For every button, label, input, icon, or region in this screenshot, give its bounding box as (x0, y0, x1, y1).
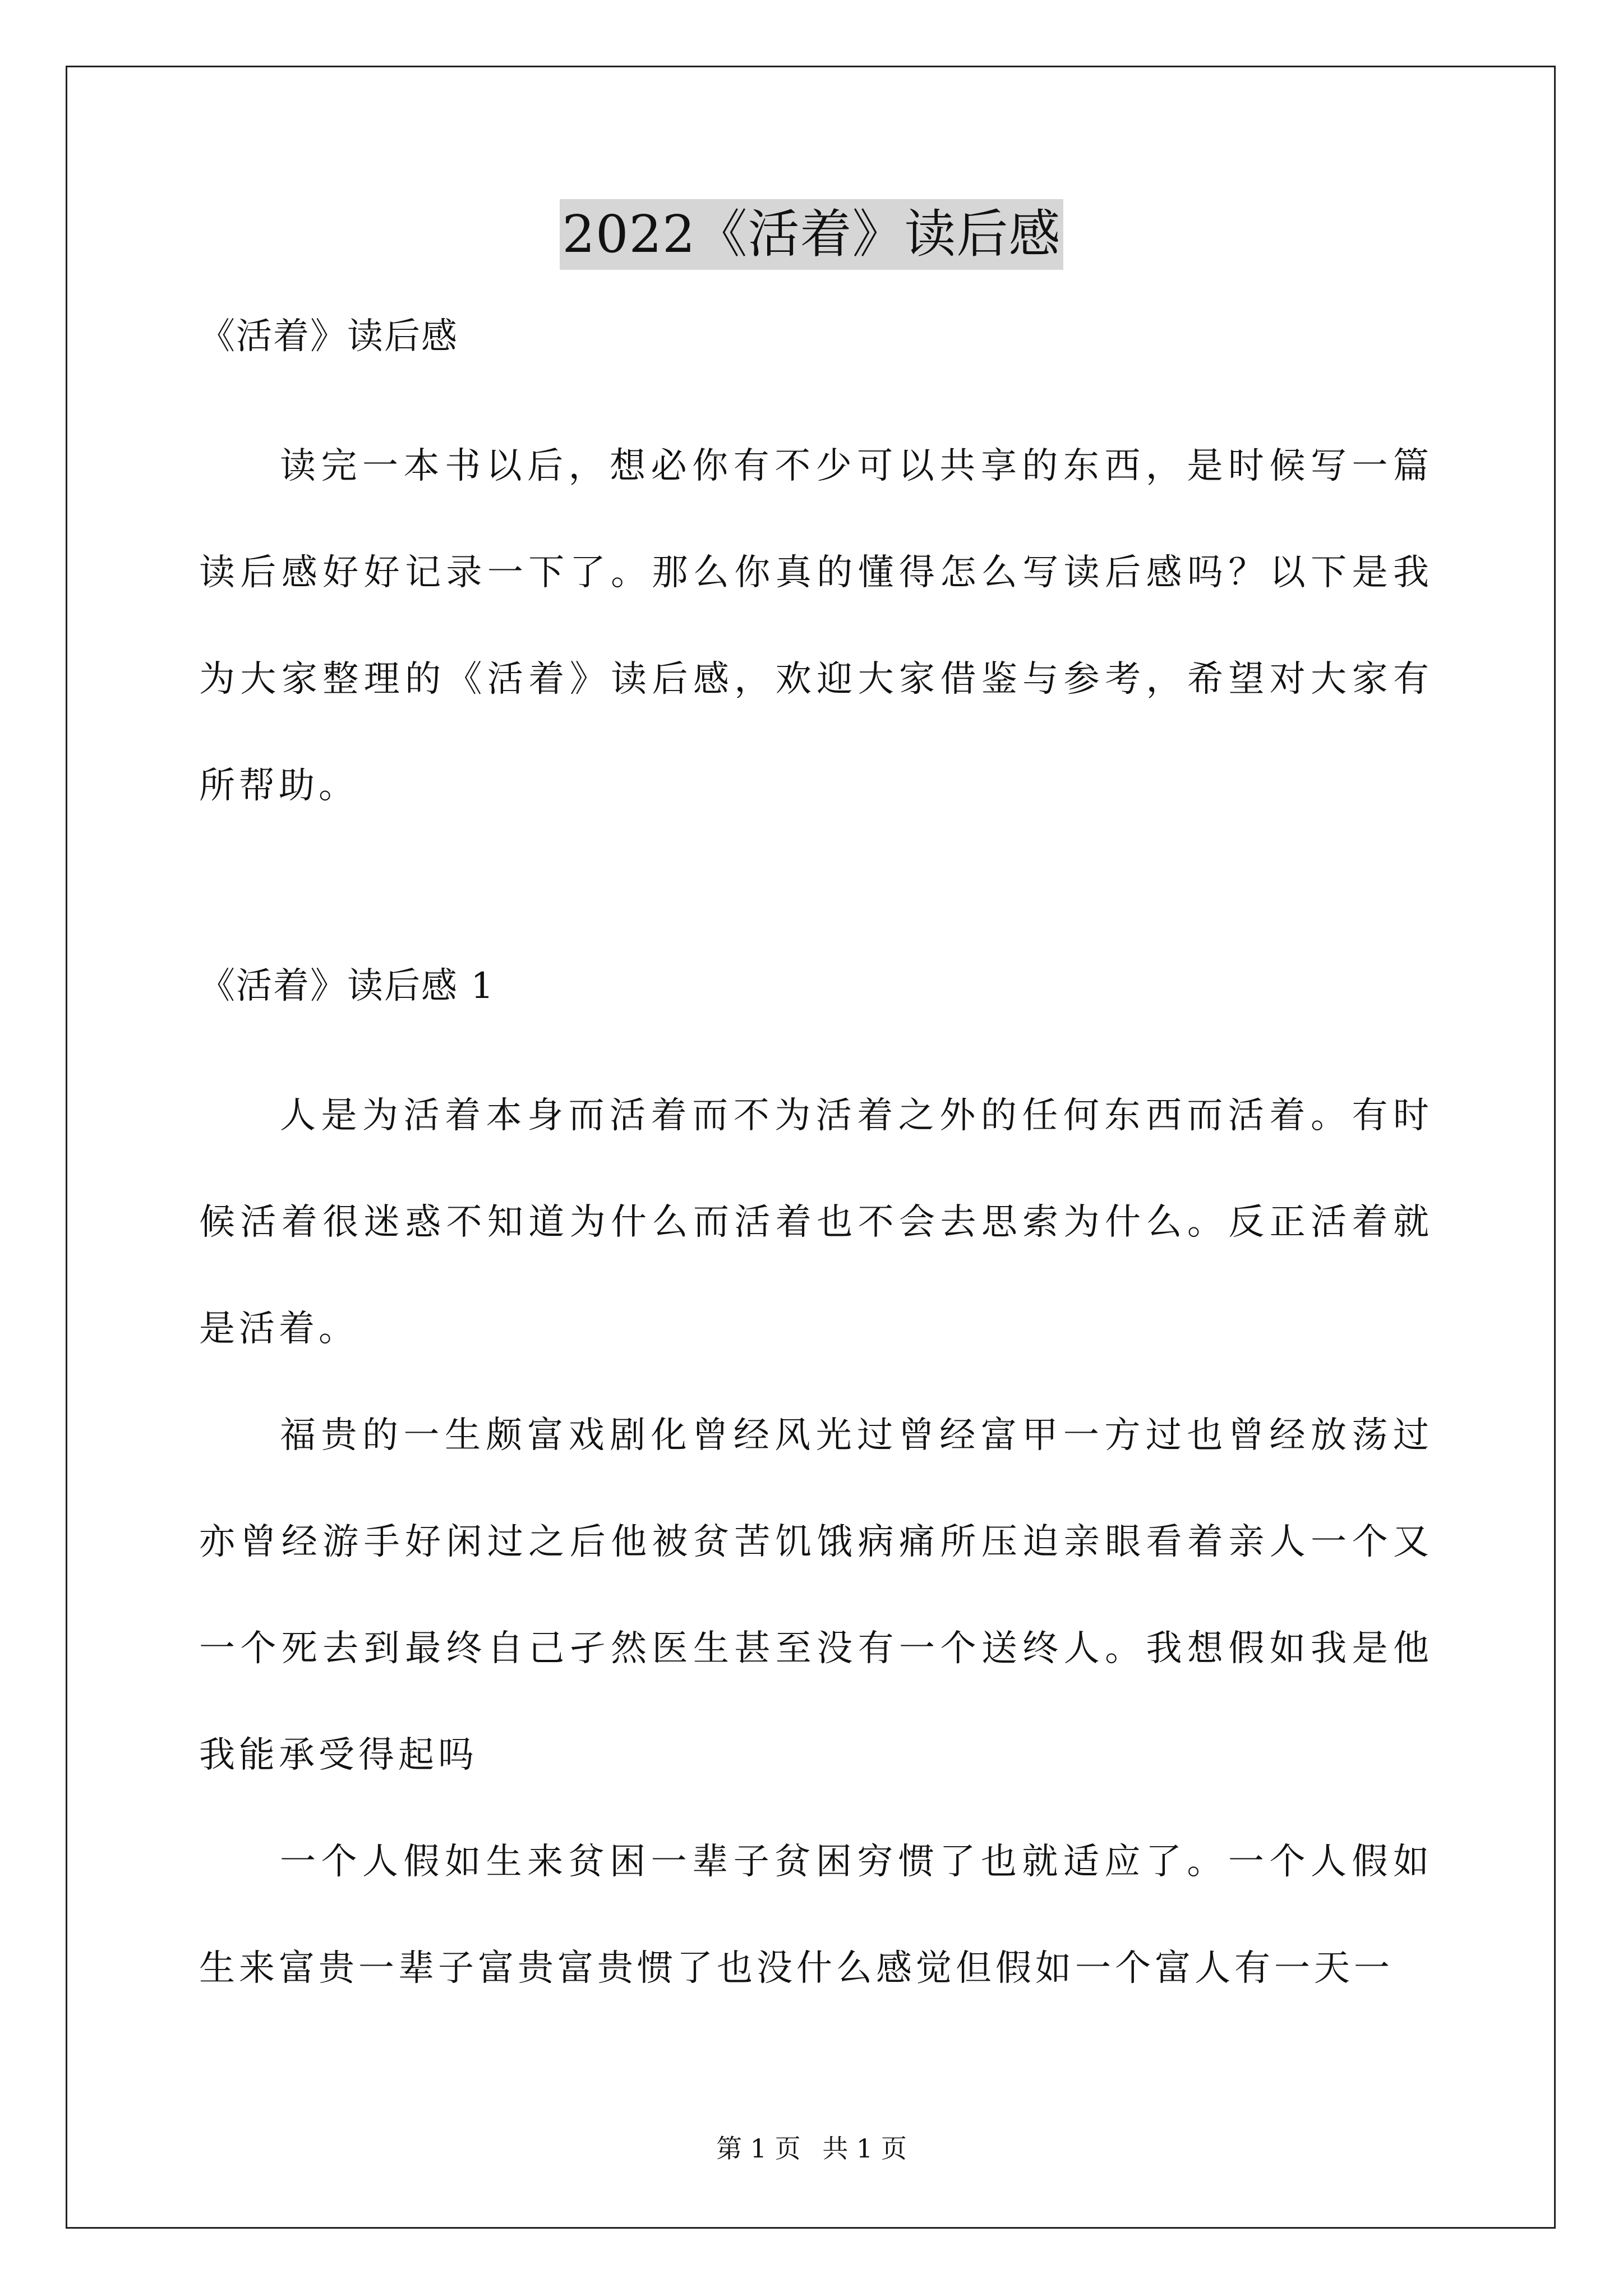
body-paragraph: 人是为活着本身而活着而不为活着之外的任何东西而活着。有时候活着很迷惑不知道为什么而活着也不会去思索为什么。反正活着就是活着。 (199, 1095, 1433, 1350)
intro-heading: 《活着》读后感 (199, 316, 458, 357)
body-paragraph: 福贵的一生颇富戏剧化曾经风光过曾经富甲一方过也曾经放荡过亦曾经游手好闲过之后他被贫苦饥饿病痛所压迫亲眼看着亲人一个又一个死去到最终自己孑然医生甚至没有一个送终人。我想假如我是他我能承受得起吗 (199, 1415, 1433, 1776)
intro-paragraph: 读完一本书以后，想必你有不少可以共享的东西，是时候写一篇读后感好好记录一下了。那么你真的懂得怎么写读后感吗？以下是我为大家整理的《活着》读后感，欢迎大家借鉴与参考，希望对大家有所帮助。 (199, 445, 1433, 807)
section-heading: 《活着》读后感 1 (199, 965, 495, 1007)
body-paragraph: 一个人假如生来贫困一辈子贫困穷惯了也就适应了。一个人假如生来富贵一辈子富贵富贵惯了也没什么感觉但假如一个富人有一天一 (199, 1841, 1433, 1989)
title-container (0, 199, 1623, 270)
page-number: 第 1 页 (716, 2133, 801, 2164)
document-body (199, 314, 1433, 2022)
total-pages: 共 1 页 (822, 2133, 907, 2164)
page-footer (0, 2132, 1623, 2165)
document-title: 2022《活着》读后感 (560, 199, 1063, 270)
